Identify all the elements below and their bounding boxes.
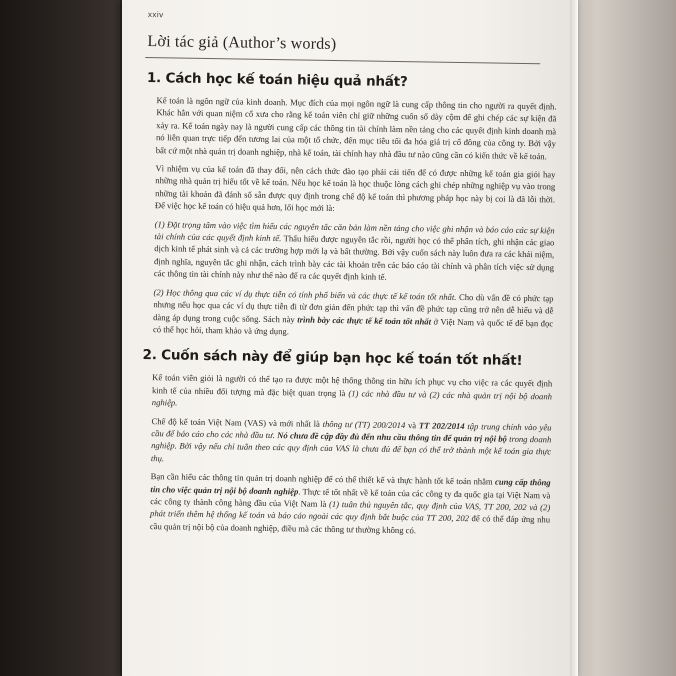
book-page	[122, 0, 570, 676]
body-paragraph	[155, 162, 556, 218]
sections-container	[138, 70, 557, 539]
text-segment: (2) Học thông qua các ví dụ thực tiễn có tính phổ biến và các thực tế kế toán tốt nhất.	[153, 286, 457, 302]
body-paragraph	[152, 371, 553, 414]
body-paragraph	[154, 218, 555, 286]
text-segment: (1) các nhà đầu tư và (2) các nhà quản trị nội bộ doanh nghiệp.	[151, 387, 553, 408]
text-segment: ở Việt Nam và quốc tế để bạn đọc có thể học hỏi, tham khảo và ứng dụng.	[152, 316, 554, 337]
page-content	[138, 10, 558, 545]
text-segment: Kế toán là ngôn ngữ của kinh doanh. Mục đích của mọi ngôn ngữ là cung cấp thông tin cho người ra quyết định. Khác hẳn với quan niệm cổ xưa cho rằng kế toán viên chỉ giữ những cuốn sổ dày cộm để ghi chép các sự kiện đã xảy ra. Kế toán ngày nay là người cung cấp các thông tin tài chính làm nền tảng cho các quyết định kinh doanh mà nó liên quan trực tiếp đến tương lai của một tổ chức, đến mục tiêu tối đa hóa giá trị cổ đông của công ty. Bởi vậy bất cứ một nhà quản trị doanh nghiệp, nhà kế toán, tài chính hay nhà đầu tư nào cũng cần có kiến thức về kế toán.	[155, 95, 557, 161]
body-paragraph	[150, 470, 551, 538]
text-segment: Nó chưa đề cập đầy đủ đến nhu cầu thông tin để quản trị nội bộ	[277, 430, 507, 444]
text-segment: Thấu hiểu được nguyên tắc rồi, người học có thể phân tích, ghi nhận các giao dịch kinh tế phát sinh và cả các trường hợp mới lạ và bất thường. Bởi vậy cuốn sách này luôn đưa ra các khái niệm, định nghĩa, nguyên tắc ghi nhận, cách trình bày các tài khoản trên các báo cáo tài chính và phân tích việc sử dụng các thông tin tài chính này như thế nào để ra các quyết định kinh tế.	[153, 233, 555, 283]
background-left	[0, 0, 120, 676]
text-segment: . Thực tế tốt nhất về kế toán của các công ty đa quốc gia tại Việt Nam và các công ty thành công hàng đầu của Việt Nam là	[150, 486, 551, 509]
text-segment: cung cấp thông tin cho việc quản trị nội bộ doanh nghiệp	[150, 476, 551, 497]
text-segment: (1) Đặt trọng tâm vào việc tìm hiểu các nguyên tắc căn bản làm nền tảng cho việc ghi nhận và báo cáo các sự kiện tài chính của các quyết định kinh tế.	[154, 218, 555, 244]
text-segment: TT 202/2014	[418, 419, 465, 431]
text-segment: tập trung chính vào yêu cầu để báo cáo cho các nhà đầu tư.	[151, 420, 552, 441]
text-segment: Kế toán viên giỏi là người có thể tạo ra được một hệ thống thông tin hữu ích phục vụ cho việc ra các quyết định kinh tế của nhiều đối tượng mà đặc biệt quan trọng là	[151, 372, 553, 398]
author-title: Lời tác giả (Author’s words)	[147, 33, 337, 53]
text-segment: để có thể đáp ứng nhu cầu quản trị nội bộ của doanh nghiệp, điều mà các thông tư thường không có.	[149, 513, 551, 536]
page-edge	[570, 0, 578, 676]
text-segment: trong doanh nghiệp. Bởi vậy nếu chỉ tuân theo các quy định của VAS là chưa đủ để bạn có thể trở thành một kế toán gia thực thụ.	[150, 433, 552, 464]
title-rule	[145, 57, 540, 64]
text-segment: Vì nhiệm vụ của kế toán đã thay đổi, nên cách thức đào tạo phải cải tiến để có được những kế toán gia giỏi hay những nhà quản trị hiểu tốt về kế toán. Nếu học kế toán là học thuộc lòng cách ghi chép những nghiệp vụ vào trong những tài khoản đã đánh số sẵn được quy định trong chế độ kế toán thì phương pháp học này bị coi là đã lỗi thời. Để việc học kế toán có hiệu quả hơn, lối học mới là:	[154, 163, 556, 214]
body-paragraph	[156, 94, 557, 162]
section-heading: 1. Cách học kế toán hiệu quả nhất?	[146, 70, 408, 91]
section-heading: 2. Cuốn sách này để giúp bạn học kế toán tốt nhất!	[142, 347, 523, 370]
text-segment: Chế độ kế toán Việt Nam (VAS) và mới nhất là	[151, 415, 323, 429]
page-number: xxiv	[147, 10, 164, 20]
text-segment: Cho dù vấn đề có phức tạp nhưng nếu học qua các ví dụ thực tiễn đi từ đơn giản đến phức tạp thì vấn đề phức tạp cũng trở nên dễ hiểu và dễ dàng áp dụng trong cuộc sống. Sách này	[153, 291, 554, 324]
text-segment: và	[405, 419, 420, 430]
text-segment: Bạn cần hiểu các thông tin quản trị doanh nghiệp để có thể thiết kế và thực hành tốt kế toán nhằm	[150, 471, 496, 487]
text-segment: trình bày các thực tế kế toán tốt nhất	[297, 313, 432, 327]
text-segment: (1) tuân thủ nguyên tắc, quy định của VAS, TT 200, 202 và (2) phát triển thêm hệ thống kế toán và báo cáo ngoài các quy định bắt buộc của TT 200, 202	[150, 498, 551, 524]
body-paragraph	[151, 415, 552, 471]
body-paragraph	[153, 286, 554, 342]
text-segment: thông tư (TT) 200/2014	[322, 418, 406, 430]
